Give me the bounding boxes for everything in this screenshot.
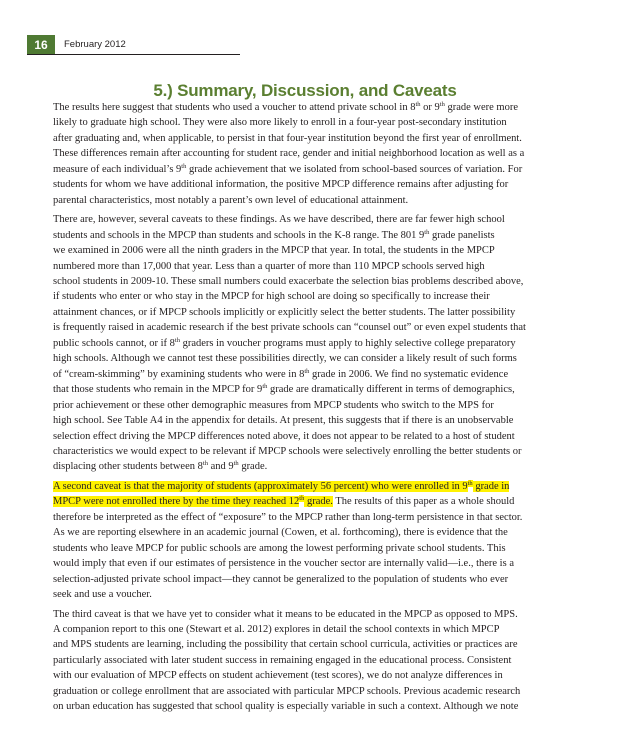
text-run: graders in voucher programs must apply to highly selective college preparatory bbox=[179, 337, 516, 349]
paragraph-1 bbox=[53, 100, 561, 208]
text-run: particularly associated with later student success in remaining engaged in the educational process. Consistent bbox=[53, 654, 512, 666]
text-line bbox=[53, 289, 561, 304]
superscript: th bbox=[424, 228, 430, 236]
header-date: February 2012 bbox=[64, 39, 126, 50]
text-line bbox=[53, 177, 561, 192]
text-run: selection-adjusted private school impact—they cannot be generalized to the population of students who ever bbox=[53, 573, 509, 585]
superscript: th bbox=[304, 367, 310, 375]
text-line bbox=[53, 622, 561, 637]
text-line bbox=[53, 653, 561, 668]
text-run: therefore be interpreted as the effect of “exposure” to the MPCP rather than long-term persistence in that sector. bbox=[53, 511, 523, 523]
text-line bbox=[53, 320, 561, 335]
text-run: students and schools in the MPCP than students and schools in the K-8 range. The 801 9 bbox=[53, 229, 425, 241]
text-line bbox=[53, 413, 561, 428]
superscript: th bbox=[415, 101, 421, 108]
superscript: th bbox=[299, 495, 305, 503]
text-run: if students who enter or who stay in the MPCP for high school are doing so specifically to increase their bbox=[53, 291, 490, 303]
text-run: displacing other students between 8 bbox=[53, 461, 203, 473]
text-run: of “cream-skimming” by examining students who were in 8 bbox=[53, 368, 305, 380]
text-run: attainment chances, or if MPCP schools implicitly or explicitly select the better students. The latter possibility bbox=[53, 306, 516, 318]
text-line bbox=[53, 699, 561, 714]
text-run: with our evaluation of MPCP effects on student achievement (test scores), we do not analyze differences in bbox=[53, 670, 503, 682]
text-line bbox=[53, 228, 561, 243]
text-run: grade panelists bbox=[429, 229, 495, 241]
text-line bbox=[53, 637, 561, 652]
superscript: th bbox=[233, 460, 239, 468]
text-run: These differences remain after accounting for student race, gender and initial neighborhood location as well as a bbox=[53, 148, 525, 160]
text-line bbox=[53, 668, 561, 683]
text-run: students for whom we have additional information, the positive MPCP difference remains after adjusting for bbox=[53, 179, 509, 191]
text-run: school students in 2009-10. These small numbers could exacerbate the selection bias problems described above, bbox=[53, 275, 524, 287]
paragraph-3 bbox=[53, 479, 561, 603]
text-line bbox=[53, 479, 561, 494]
text-line bbox=[53, 382, 561, 397]
text-run: grade were more bbox=[444, 102, 519, 113]
text-line bbox=[53, 146, 561, 161]
text-run: The third caveat is that we have yet to consider what it means to be educated in the MPCP as opposed to MPS. bbox=[53, 608, 518, 620]
text-run: is frequently raised in academic research if the best private schools can “counsel out” or even expel students that bbox=[53, 322, 526, 334]
text-run: that those students who remain in the MPCP for 9 bbox=[53, 384, 263, 396]
text-run: grade in 2006. We find no systematic evidence bbox=[309, 368, 509, 380]
text-line bbox=[53, 684, 561, 699]
paragraph-2 bbox=[53, 212, 561, 475]
text-line bbox=[53, 367, 561, 382]
text-run: There are, however, several caveats to these findings. As we have described, there are far fewer high school bbox=[53, 214, 505, 226]
text-line bbox=[53, 587, 561, 602]
text-line bbox=[53, 259, 561, 274]
text-run: parental characteristics, most notably a parent’s own level of educational attainment. bbox=[53, 194, 409, 206]
text-run: would imply that even if our estimates of persistence in the voucher sector are internally valid—i.e., there is a bbox=[53, 558, 514, 570]
text-line bbox=[53, 541, 561, 556]
text-line bbox=[53, 398, 561, 413]
text-line bbox=[53, 572, 561, 587]
text-run: likely to graduate high school. They were also more likely to enroll in a four-year post-secondary institution bbox=[53, 117, 507, 129]
text-line bbox=[53, 115, 561, 130]
text-run: selection effect driving the MPCP differences noted above, it does not appear to be related to a host of student bbox=[53, 430, 515, 442]
text-line bbox=[53, 336, 561, 351]
text-run: numbered more than 17,000 that year. Less than a quarter of more than 110 MPCP schools served high bbox=[53, 260, 485, 272]
section-title: 5.) Summary, Discussion, and Caveats bbox=[153, 81, 457, 101]
body-text bbox=[53, 100, 561, 719]
text-run: As we are reporting elsewhere in an academic journal (Cowen, et al. forthcoming), there is evidence that the bbox=[53, 527, 508, 539]
text-line bbox=[53, 193, 561, 208]
text-run: and 9 bbox=[207, 461, 234, 473]
text-line bbox=[53, 510, 561, 525]
text-run: public schools cannot, or if 8 bbox=[53, 337, 175, 349]
text-run: The results of this paper as a whole should bbox=[332, 496, 515, 508]
text-run: grade achievement that we isolated from school-based sources of variation. For bbox=[186, 163, 523, 175]
text-run: prior achievement or these other demographic measures from MPCP students who switch to the MPS for bbox=[53, 399, 494, 411]
superscript: th bbox=[467, 479, 473, 487]
page-number-badge: 16 bbox=[27, 35, 55, 55]
text-run: students who leave MPCP for public schools are among the lowest performing private school students. This bbox=[53, 542, 506, 554]
text-line bbox=[53, 494, 561, 509]
text-line bbox=[53, 444, 561, 459]
text-line bbox=[53, 212, 561, 227]
text-run: A companion report to this one (Stewart et al. 2012) explores in detail the school contexts in which MPCP bbox=[53, 623, 500, 635]
text-line bbox=[53, 351, 561, 366]
text-run: and MPS students are learning, including the possibility that certain school curricula, activities or practices are bbox=[53, 639, 518, 651]
text-line bbox=[53, 131, 561, 146]
text-run: we examined in 2006 were all the ninth graders in the MPCP that year. In total, the students in the MPCP bbox=[53, 245, 495, 257]
paragraph-4 bbox=[53, 607, 561, 715]
highlighted-text: grade in bbox=[472, 480, 510, 492]
text-run: on urban education has suggested that school quality is especially variable in such a context. Although we note bbox=[53, 701, 519, 713]
text-line bbox=[53, 459, 561, 474]
highlighted-text: grade. bbox=[304, 496, 333, 508]
text-run: grade. bbox=[238, 461, 268, 473]
highlighted-text: A second caveat is that the majority of students (approximately 56 percent) who were enrolled in 9 bbox=[53, 480, 468, 492]
text-run: or 9 bbox=[420, 102, 440, 113]
superscript: th bbox=[174, 336, 180, 344]
text-run: seek and use a voucher. bbox=[53, 589, 152, 601]
superscript: th bbox=[181, 162, 187, 170]
text-line bbox=[53, 243, 561, 258]
text-run: high school. See Table A4 in the appendix for details. At present, this suggests that if there is an unobservable bbox=[53, 415, 514, 427]
text-line bbox=[53, 305, 561, 320]
text-line bbox=[53, 100, 561, 115]
text-run: measure of each individual’s 9 bbox=[53, 163, 182, 175]
text-line bbox=[53, 274, 561, 289]
highlighted-text: MPCP were not enrolled there by the time they reached 12 bbox=[53, 496, 300, 508]
text-run: The results here suggest that students who used a voucher to attend private school in 8 bbox=[53, 102, 416, 113]
superscript: th bbox=[262, 383, 268, 391]
superscript: th bbox=[202, 460, 208, 468]
superscript: th bbox=[439, 101, 445, 108]
text-line bbox=[53, 429, 561, 444]
text-line bbox=[53, 556, 561, 571]
text-run: graduation or college enrollment that are associated with particular MPCP schools. Previous academic research bbox=[53, 685, 521, 697]
text-line bbox=[53, 525, 561, 540]
text-run: grade are dramatically different in terms of demographics, bbox=[267, 384, 515, 396]
text-line bbox=[53, 162, 561, 177]
text-line bbox=[53, 607, 561, 622]
text-run: characteristics we would expect to be relevant if MPCP schools were selectively enrolling the better students or bbox=[53, 445, 522, 457]
text-run: after graduating and, when applicable, to persist in that four-year institution beyond the first year of enrollment. bbox=[53, 132, 522, 144]
text-run: high schools. Although we cannot test these possibilities directly, we can consider a likely result of such forms bbox=[53, 353, 517, 365]
header-divider bbox=[27, 54, 240, 55]
